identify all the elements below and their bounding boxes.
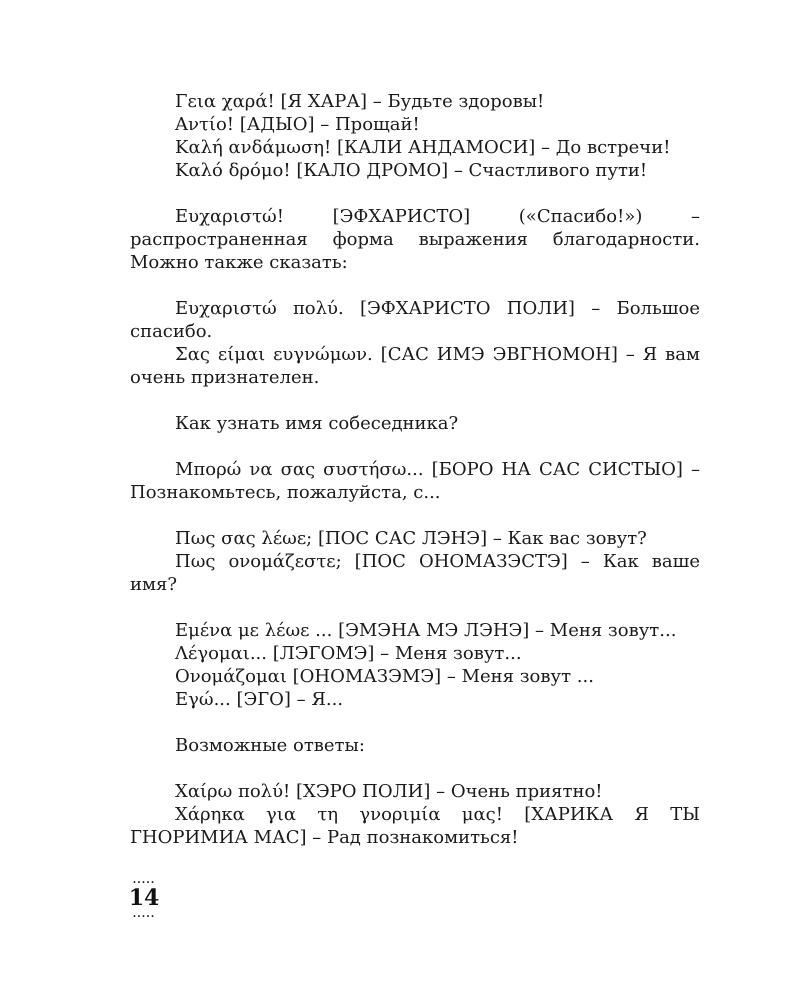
section-heading: Как узнать имя собеседника? xyxy=(175,413,459,434)
phrase-line: Εγώ... [ЭГО] – Я... xyxy=(175,689,344,710)
page-number-dots-bottom: ..... xyxy=(132,909,156,920)
phrase-line: Μπορώ να σας συστήσω... [БОРО НА САС СИСТЫО] – Познакомьтесь, пожалуйста, с... xyxy=(130,459,700,503)
page-number: 14 xyxy=(128,885,160,911)
section-heading: Возможные ответы: xyxy=(175,735,365,756)
phrase-line: Χαίρω πολύ! [ХЭРО ПОЛИ] – Очень приятно! xyxy=(175,781,603,802)
spacer xyxy=(130,711,700,734)
paragraph: Ευχαριστώ! [ЭФХАРИСТО] («Спасибо!») – распространенная форма выражения благодарности. Можно также сказать: xyxy=(130,206,700,273)
spacer xyxy=(130,757,700,780)
phrase-line: Εμένα με λέωε ... [ЭМЭНА МЭ ЛЭНЭ] – Меня зовут... xyxy=(175,620,677,641)
page-number-block xyxy=(128,876,160,920)
spacer xyxy=(130,389,700,412)
phrase-line: Ευχαριστώ πολύ. [ЭФХАРИСТО ПОЛИ] – Большое спасибо. xyxy=(130,298,700,342)
phrase-line: Αντίο! [АДЫО] – Прощай! xyxy=(175,114,420,135)
phrase-line: Καλό δρόμο! [КАЛО ДРОМО] – Счастливого пути! xyxy=(175,160,648,181)
phrase-line: Πως σας λέωε; [ПОС САС ЛЭНЭ] – Как вас зовут? xyxy=(175,528,647,549)
spacer xyxy=(130,596,700,619)
phrase-line: Χάρηκα για τη γνοριμία μας! [ХАРИКА Я ТЫ ГНОРИМИА МАС] – Рад познакомиться! xyxy=(130,804,700,848)
spacer xyxy=(130,182,700,205)
spacer xyxy=(130,504,700,527)
page-number-dots-top: ..... xyxy=(132,875,156,886)
phrase-line: Γεια χαρά! [Я ХАРА] – Будьте здоровы! xyxy=(175,91,545,112)
phrase-line: Λέγομαι... [ЛЭГОМЭ] – Меня зовут... xyxy=(175,643,522,664)
phrase-line: Ονομάζομαι [ОНОМАЗЭМЭ] – Меня зовут ... xyxy=(175,666,594,687)
spacer xyxy=(130,274,700,297)
phrase-line: Σας είμαι ευγνώμων. [САС ИМЭ ЭВГНОМОН] – Я вам очень признателен. xyxy=(130,344,700,388)
spacer xyxy=(130,435,700,458)
phrase-line: Καλή ανδάμωση! [КАЛИ АНДАМОСИ] – До встречи! xyxy=(175,137,671,158)
phrase-line: Πως ονομάζεστε; [ПОС ОНОМАЗЭСТЭ] – Как ваше имя? xyxy=(130,551,700,595)
page-body xyxy=(130,90,700,849)
